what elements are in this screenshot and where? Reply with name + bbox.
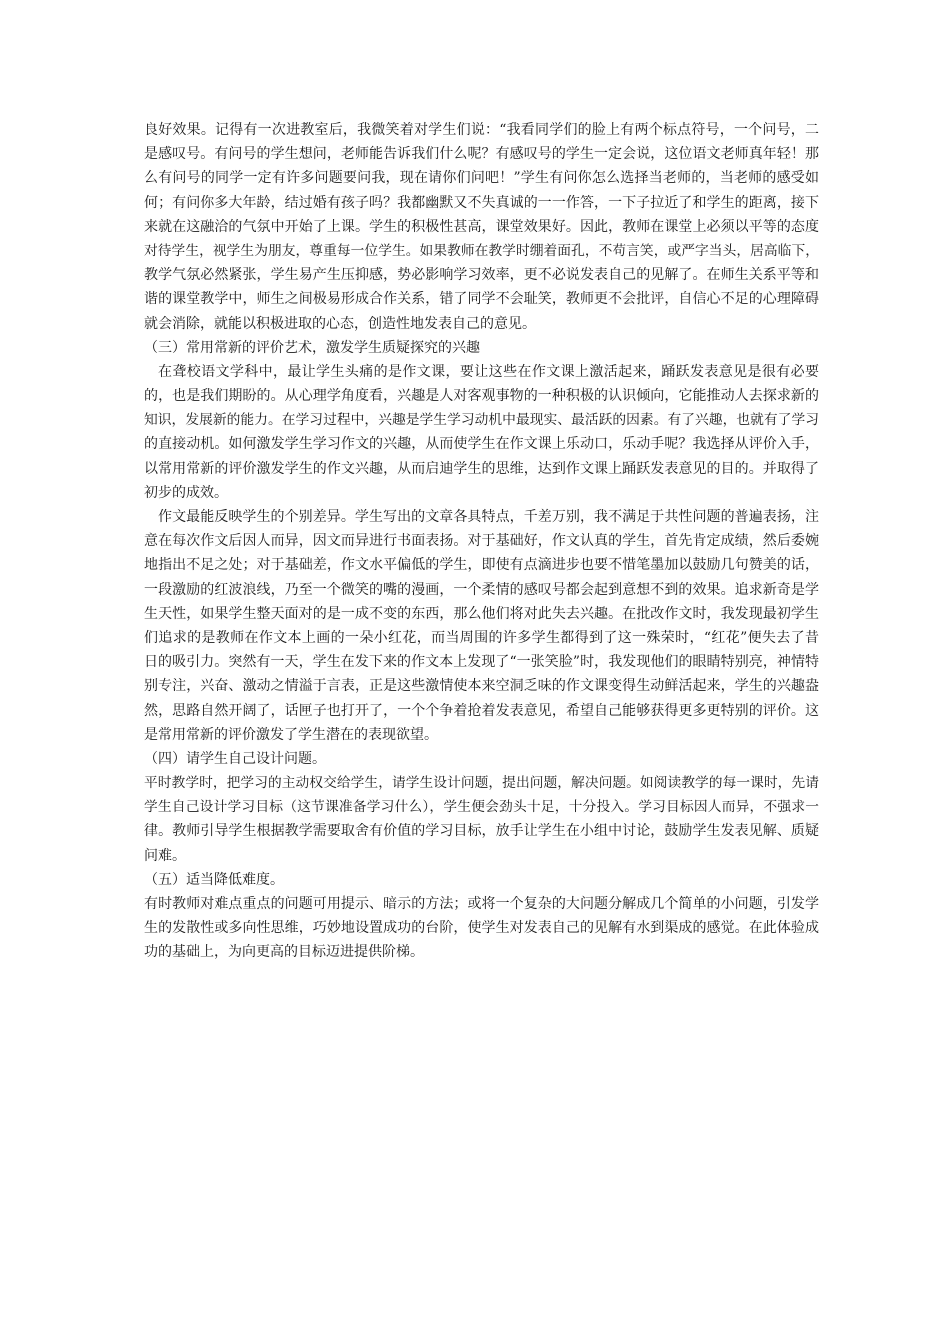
paragraph-line: 有时教师对难点重点的问题可用提示、暗示的方法；或将一个复杂的大问题分解成几个简单的小问题，引发学 (144, 896, 819, 912)
paragraph-line: 是常用常新的评价激发了学生潜在的表现欲望。 (144, 726, 438, 743)
paragraph-line: 生天性，如果学生整天面对的是一成不变的东西，那么他们将对此失去兴趣。在批改作文时，我发现最初学生 (144, 605, 819, 622)
paragraph-line: 学生自己设计学习目标（这节课准备学习什么），学生便会劲头十足，十分投入。学习目标因人而异，不强求一 (144, 799, 819, 816)
paragraph-line: 别专注，兴奋、激动之情溢于言表，正是这些激情使本来空洞乏味的作文课变得生动鲜活起来，学生的兴趣盎 (144, 678, 819, 695)
section-heading: （三）常用常新的评价艺术，激发学生质疑探究的兴趣 (144, 339, 480, 356)
paragraph-line: 对待学生，视学生为朋友，尊重每一位学生。如果教师在教学时绷着面孔，不苟言笑，或严字当头，居高临下， (144, 242, 819, 259)
paragraph-line: 的，也是我们期盼的。从心理学角度看，兴趣是人对客观事物的一种积极的认识倾向，它能推动人去探求新的 (144, 388, 819, 405)
section-heading: （五）适当降低难度。 (144, 871, 284, 888)
paragraph-line: 良好效果。记得有一次进教室后，我微笑着对学生们说：“我看同学们的脸上有两个标点符号，一个问号，二 (144, 122, 819, 138)
paragraph-line: 就会消除，就能以积极进取的心态，创造性地发表自己的意见。 (144, 315, 536, 332)
paragraph-line: 是感叹号。有问号的学生想问，老师能告诉我们什么呢？有感叹号的学生一定会说，这位语文老师真年轻！那 (144, 146, 819, 163)
paragraph-line: 谐的课堂教学中，师生之间极易形成合作关系，错了同学不会耻笑，教师更不会批评，自信心不足的心理障碍 (144, 291, 819, 308)
paragraph-line: 们追求的是教师在作文本上画的一朵小红花，而当周围的许多学生都得到了这一殊荣时，“红花”便失去了昔 (144, 629, 819, 646)
paragraph-line: 作文最能反映学生的个别差异。学生写出的文章各具特点，千差万别，我不满足于共性问题的普遍表扬，注 (158, 509, 819, 525)
paragraph-line: 知识，发展新的能力。在学习过程中，兴趣是学生学习动机中最现实、最活跃的因素。有了兴趣，也就有了学习 (144, 412, 819, 429)
paragraph-line: 日的吸引力。突然有一天，学生在发下来的作文本上发现了“一张笑脸”时，我发现他们的眼睛特别亮，神情特 (144, 654, 819, 671)
paragraph-line: 然，思路自然开阔了，话匣子也打开了，一个个争着抢着发表意见，希望自己能够获得更多更特别的评价。这 (144, 702, 819, 719)
paragraph-line: 么有问号的同学一定有许多问题要问我，现在请你们问吧！”学生有问你怎么选择当老师的，当老师的感受如 (144, 170, 819, 187)
section-heading: （四）请学生自己设计问题。 (144, 750, 326, 767)
document-body (144, 118, 819, 965)
paragraph-line: 以常用常新的评价激发学生的作文兴趣，从而启迪学生的思维，达到作文课上踊跃发表意见的目的。并取得了 (144, 460, 819, 477)
paragraph-line: 平时教学时，把学习的主动权交给学生，请学生设计问题，提出问题，解决问题。如阅读教学的每一课时，先请 (144, 775, 819, 792)
paragraph-line: 问难。 (144, 847, 186, 864)
paragraph-line: 生的发散性或多向性思维，巧妙地设置成功的台阶，使学生对发表自己的见解有水到渠成的感觉。在此体验成 (144, 920, 819, 937)
paragraph-line: 功的基础上，为向更高的目标迈进提供阶梯。 (144, 944, 424, 961)
paragraph-line: 律。教师引导学生根据教学需要取舍有价值的学习目标，放手让学生在小组中讨论，鼓励学生发表见解、质疑 (144, 823, 819, 840)
paragraph-line: 的直接动机。如何激发学生学习作文的兴趣，从而使学生在作文课上乐动口，乐动手呢？我选择从评价入手， (144, 436, 819, 453)
paragraph-line: 何；有问你多大年龄，结过婚有孩子吗？我都幽默又不失真诚的一一作答，一下子拉近了和学生的距离，接下 (144, 194, 819, 211)
paragraph-line: 一段激励的红波浪线，乃至一个微笑的嘴的漫画，一个柔情的感叹号都会起到意想不到的效果。追求新奇是学 (144, 581, 819, 598)
paragraph-line: 在聋校语文学科中，最让学生头痛的是作文课，要让这些在作文课上激活起来，踊跃发表意见是很有必要 (158, 363, 819, 380)
paragraph-line: 来就在这融洽的气氛中开始了上课。学生的积极性甚高，课堂效果好。因此，教师在课堂上必须以平等的态度 (144, 218, 819, 235)
paragraph-line: 初步的成效。 (144, 484, 228, 501)
paragraph-line: 教学气氛必然紧张，学生易产生压抑感，势必影响学习效率，更不必说发表自己的见解了。在师生关系平等和 (144, 267, 819, 284)
paragraph-line: 地指出不足之处；对于基础差，作文水平偏低的学生，即使有点滴进步也要不惜笔墨加以鼓励几句赞美的话， (144, 557, 819, 574)
paragraph-line: 意在每次作文后因人而异，因文而异进行书面表扬。对于基础好，作文认真的学生，首先肯定成绩，然后委婉 (144, 533, 819, 550)
